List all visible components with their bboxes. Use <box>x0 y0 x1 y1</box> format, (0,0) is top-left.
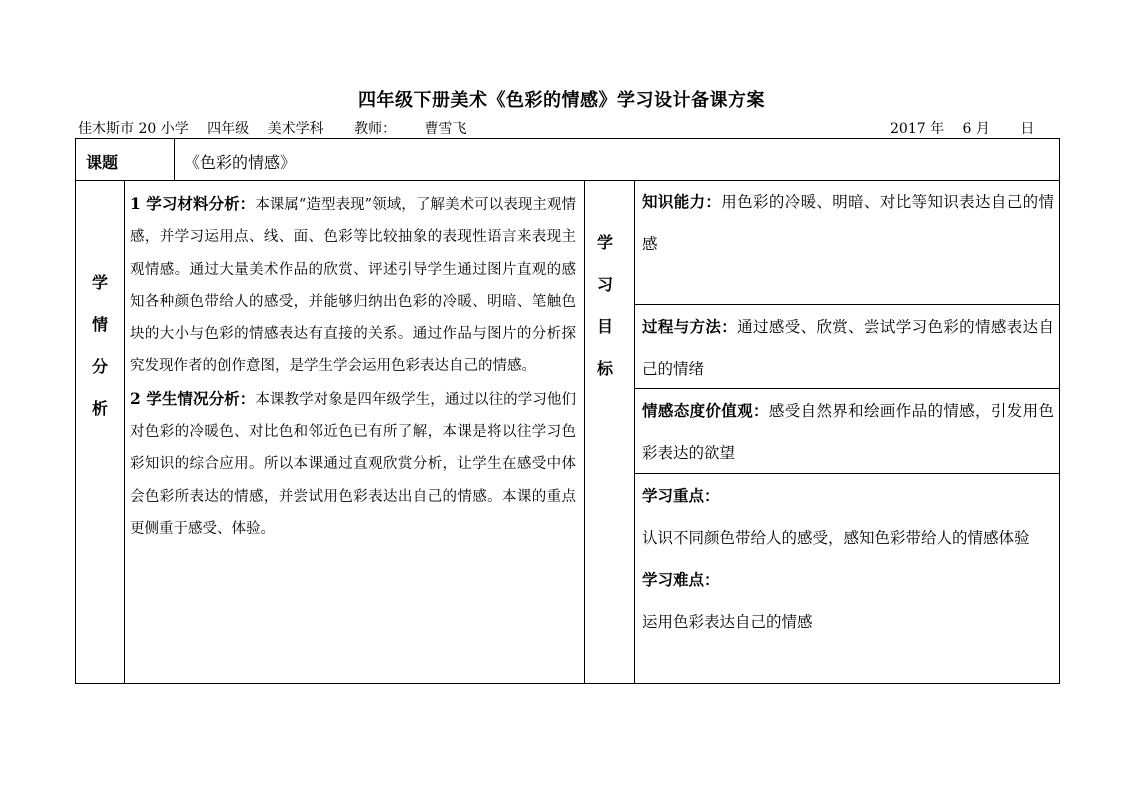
knowledge-text: 用色彩的冷暖、明暗、对比等知识表达自己的情感 <box>642 193 1054 253</box>
goals-side-char: 习 <box>596 275 613 294</box>
process-heading: 过程与方法： <box>642 317 738 336</box>
section1-heading: 1 学习材料分析： <box>130 194 256 213</box>
section2-text: 本课教学对象是四年级学生，通过以往的学习他们对色彩的冷暖色、对比色和邻近色已有所了解，本课是将以往学习色彩知识的综合应用。所以本课通过直观欣赏分析，让学生在感受中体会色彩所表达的情感，并尝试用色彩表达出自己的情感。本课的重点更侧重于感受、体验。 <box>130 391 577 537</box>
header-info-left <box>78 118 481 138</box>
table-rule <box>634 304 1060 305</box>
analysis-side-char: 分 <box>91 357 108 376</box>
attitude-text: 感受自然界和绘画作品的情感，引发用色彩表达的欲望 <box>642 402 1054 462</box>
goal-process <box>642 306 1054 390</box>
year: 2017 年 <box>890 121 945 137</box>
analysis-side-char: 析 <box>91 399 108 418</box>
topic-label: 课题 <box>86 153 119 172</box>
header-info-right <box>890 118 1048 138</box>
analysis-side-label <box>88 262 112 430</box>
analysis-side-char: 情 <box>91 315 108 334</box>
table-rule <box>174 138 175 181</box>
section2-heading: 2 学生情况分析： <box>130 388 256 408</box>
goal-knowledge <box>642 181 1054 265</box>
grade: 四年级 <box>207 121 250 137</box>
teacher-label: 教师： <box>354 121 397 137</box>
analysis-section-2 <box>130 383 576 545</box>
knowledge-heading: 知识能力： <box>642 192 722 211</box>
goals-side-char: 标 <box>596 359 613 378</box>
goals-side-char: 学 <box>596 233 613 252</box>
goal-attitude <box>642 390 1054 474</box>
key-heading <box>642 475 1054 517</box>
section1-text: 本课属“造型表现”领域，了解美术可以表现主观情感，并学习运用点、线、面、色彩等比较抽象的表现性语言来表现主观情感。通过大量美术作品的欣赏、评述引导学生通过图片直观的感知各种颜色带给人的感受，并能够归纳出色彩的冷暖、明暗、笔触色块的大小与色彩的情感表达有直接的关系。通过作品与图片的分析探究发现作者的创作意图，是学生学会运用色彩表达自己的情感。 <box>130 197 576 375</box>
month: 6 月 <box>962 121 990 137</box>
analysis-side-char: 学 <box>91 273 108 292</box>
table-rule <box>584 180 585 684</box>
subject: 美术学科 <box>267 121 324 137</box>
analysis-section-1 <box>130 188 576 383</box>
difficulty-heading-text: 学习难点： <box>642 570 720 589</box>
difficulty-heading <box>642 559 1054 601</box>
school-name: 佳木斯市 20 小学 <box>78 121 189 137</box>
attitude-heading: 情感态度价值观： <box>642 401 769 420</box>
key-text: 认识不同颜色带给人的感受，感知色彩带给人的情感体验 <box>642 529 1030 547</box>
goal-key-and-difficulty <box>642 475 1054 643</box>
page-title: 四年级下册美术《色彩的情感》学习设计备课方案 <box>358 90 765 111</box>
teacher-name: 曹雪飞 <box>424 121 467 137</box>
goals-side-char: 目 <box>596 317 613 336</box>
day: 日 <box>1020 121 1035 137</box>
topic-value: 《色彩的情感》 <box>184 153 297 172</box>
table-rule <box>124 180 125 684</box>
analysis-content <box>130 188 576 545</box>
process-text: 通过感受、欣赏、尝试学习色彩的情感表达自己的情绪 <box>642 318 1054 378</box>
goals-side-label <box>593 222 617 390</box>
key-heading-text: 学习重点： <box>642 486 720 505</box>
difficulty-text: 运用色彩表达自己的情感 <box>642 613 813 631</box>
table-rule <box>634 180 635 684</box>
